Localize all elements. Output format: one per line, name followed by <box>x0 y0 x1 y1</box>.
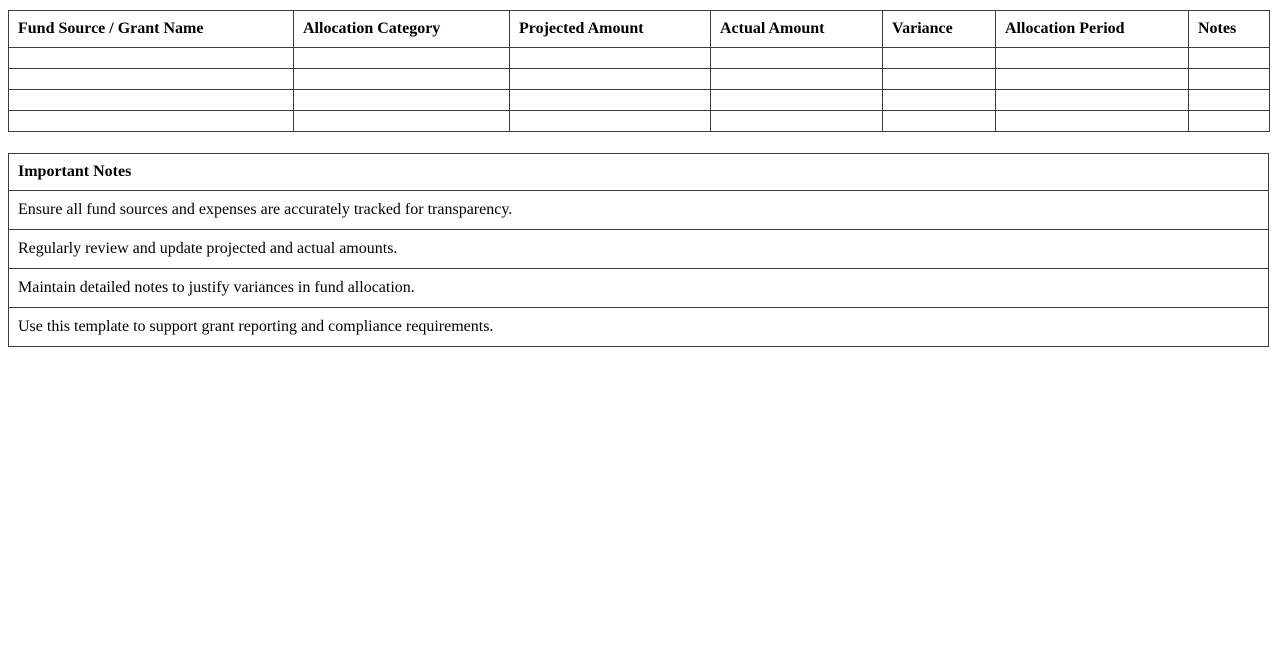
notes-header-row <box>9 154 1269 191</box>
table-cell <box>510 48 711 69</box>
table-cell <box>294 111 510 132</box>
table-cell <box>711 69 883 90</box>
table-cell <box>510 90 711 111</box>
column-header-projected-amount: Projected Amount <box>510 11 711 48</box>
table-cell <box>996 90 1189 111</box>
table-row <box>9 111 1270 132</box>
table-cell <box>996 111 1189 132</box>
fund-allocation-table <box>8 10 1270 132</box>
column-header-notes: Notes <box>1189 11 1270 48</box>
note-text: Ensure all fund sources and expenses are accurately tracked for transparency. <box>9 191 1269 230</box>
table-cell <box>883 69 996 90</box>
table-cell <box>510 69 711 90</box>
note-row <box>9 269 1269 308</box>
table-cell <box>996 69 1189 90</box>
column-header-allocation-period: Allocation Period <box>996 11 1189 48</box>
table-cell <box>711 48 883 69</box>
note-text: Regularly review and update projected and actual amounts. <box>9 230 1269 269</box>
table-cell <box>294 48 510 69</box>
table-cell <box>883 90 996 111</box>
table-row <box>9 48 1270 69</box>
table-cell <box>294 90 510 111</box>
table-cell <box>883 111 996 132</box>
table-cell <box>711 111 883 132</box>
table-cell <box>711 90 883 111</box>
table-cell <box>9 111 294 132</box>
table-cell <box>294 69 510 90</box>
important-notes-table <box>8 153 1269 347</box>
notes-section-title: Important Notes <box>9 154 1269 191</box>
note-text: Maintain detailed notes to justify variances in fund allocation. <box>9 269 1269 308</box>
table-cell <box>9 90 294 111</box>
note-text: Use this template to support grant reporting and compliance requirements. <box>9 308 1269 347</box>
column-header-variance: Variance <box>883 11 996 48</box>
table-cell <box>1189 90 1270 111</box>
table-cell <box>1189 69 1270 90</box>
fund-table-header-row <box>9 11 1270 48</box>
table-cell <box>883 48 996 69</box>
note-row <box>9 230 1269 269</box>
table-cell <box>1189 111 1270 132</box>
note-row <box>9 191 1269 230</box>
table-cell <box>510 111 711 132</box>
table-row <box>9 90 1270 111</box>
column-header-fund-source: Fund Source / Grant Name <box>9 11 294 48</box>
note-row <box>9 308 1269 347</box>
column-header-actual-amount: Actual Amount <box>711 11 883 48</box>
table-cell <box>1189 48 1270 69</box>
table-row <box>9 69 1270 90</box>
table-cell <box>9 48 294 69</box>
table-cell <box>9 69 294 90</box>
column-header-allocation-category: Allocation Category <box>294 11 510 48</box>
table-cell <box>996 48 1189 69</box>
